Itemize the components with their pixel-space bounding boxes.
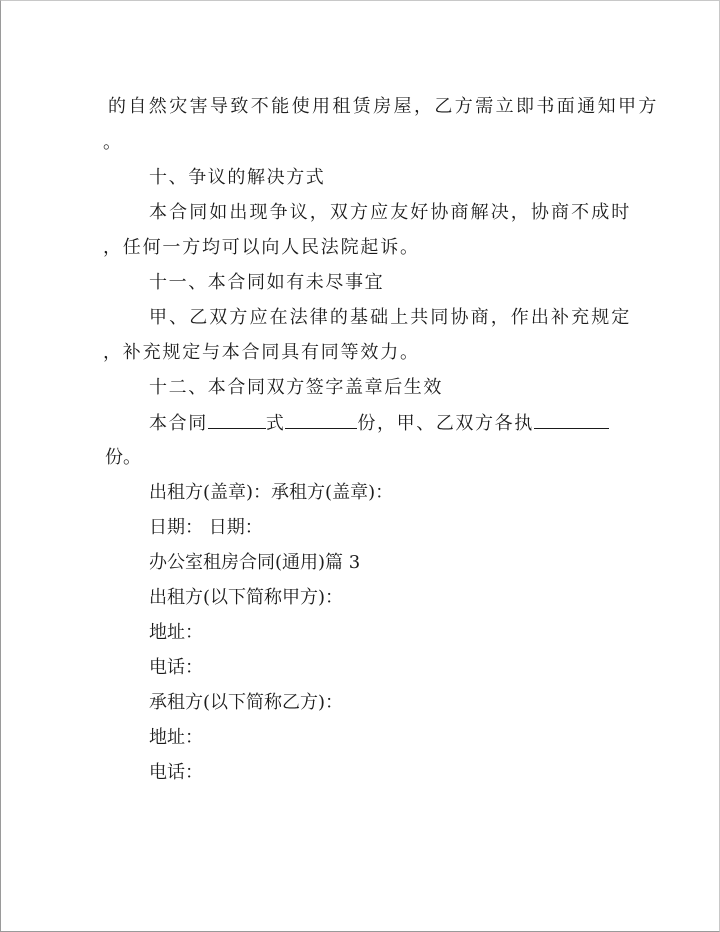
copies-line (149, 412, 609, 435)
lessor-seal-label: 出租方(盖章)： (149, 482, 272, 503)
paragraph-line: 本合同如出现争议，双方应友好协商解决，协商不成时 (149, 202, 632, 223)
paragraph-line: 。 (103, 132, 121, 153)
paragraph-line: 甲、乙双方应在法律的基础上共同协商，作出补充规定 (149, 307, 632, 328)
paragraph-line: ，补充规定与本合同具有同等效力。 (103, 342, 420, 363)
paragraph-line: 的自然灾害导致不能使用租赁房屋，乙方需立即书面通知甲方 (108, 96, 659, 117)
copies-mid-2: 份，甲、乙双方各执 (357, 413, 534, 434)
copies-blank (285, 412, 357, 429)
date-line (149, 517, 263, 539)
lessor-label: 出租方(以下简称甲方)： (149, 587, 344, 608)
copies-prefix: 本合同 (149, 413, 208, 434)
copies-blank (208, 412, 266, 429)
copies-blank (534, 412, 609, 429)
lessor-phone-label: 电话： (149, 657, 203, 678)
lessor-date-label: 日期： (149, 517, 203, 538)
copies-line-end: 份。 (105, 447, 141, 468)
section-heading: 十二、本合同双方签字盖章后生效 (149, 377, 443, 398)
signature-line (149, 482, 393, 504)
lessee-label: 承租方(以下简称乙方)： (149, 692, 344, 713)
paragraph-line: ，任何一方均可以向人民法院起诉。 (103, 237, 420, 258)
section-heading: 十一、本合同如有未尽事宜 (149, 272, 385, 293)
lessee-seal-label: 承租方(盖章)： (271, 482, 394, 503)
copies-mid-1: 式 (265, 413, 286, 434)
section-title: 办公室租房合同(通用)篇 3 (149, 552, 361, 573)
lessor-address-label: 地址： (149, 622, 203, 643)
lessee-date-label: 日期： (208, 517, 263, 538)
lessee-phone-label: 电话： (149, 762, 203, 783)
lessee-address-label: 地址： (149, 727, 203, 748)
section-heading: 十、争议的解决方式 (149, 167, 326, 188)
